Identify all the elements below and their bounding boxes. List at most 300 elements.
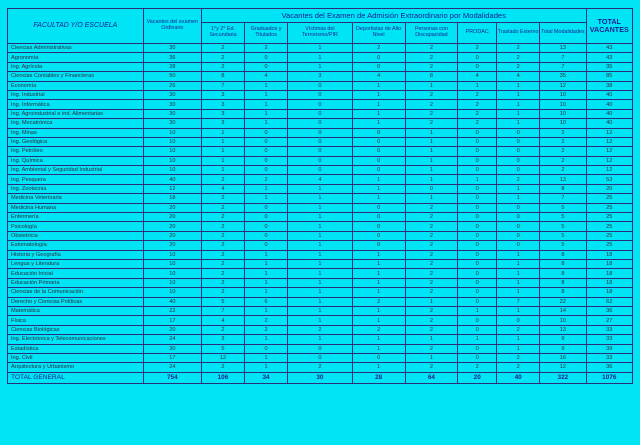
modality-header: Deportistas de Alto Nivel xyxy=(352,23,405,44)
table-row xyxy=(8,353,633,362)
value-cell: 20 xyxy=(143,325,201,334)
value-cell: 2 xyxy=(201,222,244,231)
value-cell: 2 xyxy=(458,109,497,118)
value-cell: 1 xyxy=(245,288,288,297)
table-row xyxy=(8,306,633,315)
table-row xyxy=(8,175,633,184)
school-name-cell: Estomatología xyxy=(8,241,144,250)
value-cell: 0 xyxy=(352,147,405,156)
value-cell: 1 xyxy=(245,353,288,362)
value-cell: 22 xyxy=(540,297,586,306)
value-cell: 1 xyxy=(288,250,353,259)
value-cell: 1 xyxy=(201,156,244,165)
value-cell: 0 xyxy=(288,147,353,156)
value-cell: 1 xyxy=(352,269,405,278)
value-cell: 12 xyxy=(586,128,632,137)
value-cell: 0 xyxy=(458,250,497,259)
value-cell: 1 xyxy=(352,344,405,353)
value-cell: 13 xyxy=(540,175,586,184)
value-cell: 1 xyxy=(497,109,540,118)
value-cell: 1 xyxy=(458,175,497,184)
school-name-cell: Matemática xyxy=(8,306,144,315)
value-cell: 1 xyxy=(288,203,353,212)
value-cell: 1 xyxy=(288,184,353,193)
school-name-cell: Ciencias Administrativas xyxy=(8,44,144,53)
value-cell: 1 xyxy=(352,119,405,128)
table-row xyxy=(8,53,633,62)
value-cell: 2 xyxy=(405,100,458,109)
value-cell: 25 xyxy=(586,231,632,240)
value-cell: 18 xyxy=(586,259,632,268)
value-cell: 36 xyxy=(586,363,632,372)
value-cell: 0 xyxy=(458,241,497,250)
value-cell: 1 xyxy=(245,100,288,109)
value-cell: 1 xyxy=(288,288,353,297)
table-row xyxy=(8,297,633,306)
value-cell: 30 xyxy=(143,90,201,99)
value-cell: 38 xyxy=(586,81,632,90)
value-cell: 2 xyxy=(201,62,244,71)
value-cell: 2 xyxy=(497,325,540,334)
value-cell: 4 xyxy=(245,72,288,81)
value-cell: 1 xyxy=(245,306,288,315)
school-name-cell: Ing. Minas xyxy=(8,128,144,137)
value-cell: 1 xyxy=(352,184,405,193)
value-cell: 0 xyxy=(352,62,405,71)
value-cell: 0 xyxy=(497,147,540,156)
value-cell: 0 xyxy=(458,222,497,231)
value-cell: 0 xyxy=(497,231,540,240)
value-cell: 2 xyxy=(405,90,458,99)
value-cell: 1 xyxy=(352,288,405,297)
value-cell: 2 xyxy=(405,119,458,128)
value-cell: 1 xyxy=(352,194,405,203)
school-name-cell: Historia y Geografía xyxy=(8,250,144,259)
value-cell: 0 xyxy=(245,166,288,175)
value-cell: 0 xyxy=(245,203,288,212)
value-cell: 1 xyxy=(288,335,353,344)
value-cell: 0 xyxy=(497,222,540,231)
school-name-cell: Ciencias Biológicas xyxy=(8,325,144,334)
value-cell: 2 xyxy=(245,325,288,334)
value-cell: 1 xyxy=(497,306,540,315)
value-cell: 18 xyxy=(586,278,632,287)
value-cell: 0 xyxy=(497,203,540,212)
value-cell: 12 xyxy=(586,137,632,146)
value-cell: 2 xyxy=(201,288,244,297)
value-cell: 2 xyxy=(201,213,244,222)
value-cell: 1 xyxy=(352,100,405,109)
value-cell: 0 xyxy=(288,90,353,99)
total-general-label: TOTAL GENERAL xyxy=(8,372,144,383)
value-cell: 10 xyxy=(143,278,201,287)
value-cell: 0 xyxy=(405,184,458,193)
value-cell: 2 xyxy=(405,213,458,222)
value-cell: 1 xyxy=(352,306,405,315)
school-column-header: FACULTAD Y/O ESCUELA xyxy=(8,9,144,44)
table-footer xyxy=(8,372,633,383)
value-cell: 10 xyxy=(540,109,586,118)
value-cell: 1 xyxy=(497,90,540,99)
value-cell: 1 xyxy=(405,128,458,137)
value-cell: 1 xyxy=(497,288,540,297)
value-cell: 2 xyxy=(405,203,458,212)
value-cell: 12 xyxy=(540,81,586,90)
value-cell: 2 xyxy=(405,250,458,259)
value-cell: 0 xyxy=(497,241,540,250)
value-cell: 40 xyxy=(143,297,201,306)
value-cell: 0 xyxy=(497,213,540,222)
value-cell: 20 xyxy=(143,213,201,222)
value-cell: 7 xyxy=(497,297,540,306)
value-cell: 1 xyxy=(352,81,405,90)
value-cell: 2 xyxy=(201,53,244,62)
value-cell: 0 xyxy=(288,100,353,109)
value-cell: 25 xyxy=(586,213,632,222)
value-cell: 1 xyxy=(497,100,540,109)
value-cell: 1 xyxy=(352,363,405,372)
value-cell: 1 xyxy=(201,128,244,137)
value-cell: 2 xyxy=(405,62,458,71)
table-row xyxy=(8,250,633,259)
value-cell: 1 xyxy=(245,109,288,118)
value-cell: 24 xyxy=(143,335,201,344)
value-cell: 18 xyxy=(586,250,632,259)
value-cell: 1 xyxy=(497,81,540,90)
value-cell: 39 xyxy=(586,344,632,353)
value-cell: 1 xyxy=(245,90,288,99)
value-cell: 33 xyxy=(586,335,632,344)
value-cell: 2 xyxy=(245,316,288,325)
value-cell: 0 xyxy=(497,137,540,146)
value-cell: 2 xyxy=(458,100,497,109)
value-cell: 1 xyxy=(245,259,288,268)
value-cell: 2 xyxy=(497,175,540,184)
total-cell: 30 xyxy=(288,372,353,383)
vacancies-table xyxy=(7,8,633,384)
value-cell: 0 xyxy=(288,119,353,128)
school-name-cell: Ing. Petróleo xyxy=(8,147,144,156)
value-cell: 1 xyxy=(288,306,353,315)
value-cell: 2 xyxy=(458,119,497,128)
value-cell: 2 xyxy=(201,363,244,372)
total-general-row xyxy=(8,372,633,383)
value-cell: 1 xyxy=(405,147,458,156)
value-cell: 18 xyxy=(143,194,201,203)
value-cell: 3 xyxy=(201,119,244,128)
value-cell: 2 xyxy=(405,53,458,62)
value-cell: 0 xyxy=(497,156,540,165)
value-cell: 0 xyxy=(288,81,353,90)
value-cell: 33 xyxy=(586,353,632,362)
value-cell: 40 xyxy=(586,119,632,128)
value-cell: 0 xyxy=(458,325,497,334)
value-cell: 1 xyxy=(201,147,244,156)
value-cell: 0 xyxy=(288,128,353,137)
value-cell: 0 xyxy=(458,194,497,203)
value-cell: 1 xyxy=(497,278,540,287)
value-cell: 2 xyxy=(201,175,244,184)
school-name-cell: Agronomía xyxy=(8,53,144,62)
value-cell: 0 xyxy=(458,53,497,62)
school-name-cell: Ciencias de la Comunicación xyxy=(8,288,144,297)
value-cell: 28 xyxy=(143,62,201,71)
value-cell: 1 xyxy=(288,194,353,203)
value-cell: 2 xyxy=(405,222,458,231)
value-cell: 1 xyxy=(405,297,458,306)
value-cell: 8 xyxy=(201,72,244,81)
value-cell: 1 xyxy=(352,90,405,99)
value-cell: 1 xyxy=(245,119,288,128)
value-cell: 20 xyxy=(586,184,632,193)
table-row xyxy=(8,194,633,203)
value-cell: 1 xyxy=(352,109,405,118)
value-cell: 0 xyxy=(352,128,405,137)
school-name-cell: Ing. Ambiental y Seguridad Industrial xyxy=(8,166,144,175)
value-cell: 1 xyxy=(288,222,353,231)
value-cell: 25 xyxy=(586,222,632,231)
value-cell: 10 xyxy=(540,90,586,99)
value-cell: 8 xyxy=(540,250,586,259)
school-name-cell: Medicina Veterinaria xyxy=(8,194,144,203)
value-cell: 1 xyxy=(245,363,288,372)
value-cell: 2 xyxy=(497,44,540,53)
value-cell: 1 xyxy=(288,259,353,268)
value-cell: 7 xyxy=(540,62,586,71)
value-cell: 4 xyxy=(288,175,353,184)
school-name-cell: Ing. Electrónica y Telecomunicaciones xyxy=(8,335,144,344)
value-cell: 0 xyxy=(458,278,497,287)
value-cell: 2 xyxy=(458,363,497,372)
school-name-cell: Ing. Mecatrónica xyxy=(8,119,144,128)
value-cell: 0 xyxy=(458,316,497,325)
value-cell: 0 xyxy=(352,203,405,212)
modality-header: Víctimas del Terrorismo/PIR xyxy=(288,23,353,44)
school-name-cell: Psicología xyxy=(8,222,144,231)
value-cell: 35 xyxy=(586,62,632,71)
value-cell: 0 xyxy=(458,344,497,353)
value-cell: 2 xyxy=(405,363,458,372)
value-cell: 0 xyxy=(288,344,353,353)
value-cell: 0 xyxy=(352,156,405,165)
value-cell: 1 xyxy=(497,119,540,128)
value-cell: 0 xyxy=(288,109,353,118)
value-cell: 0 xyxy=(245,241,288,250)
modality-header: Personas con Discapacidad xyxy=(405,23,458,44)
value-cell: 9 xyxy=(540,335,586,344)
value-cell: 1 xyxy=(245,81,288,90)
value-cell: 0 xyxy=(497,166,540,175)
table-row xyxy=(8,241,633,250)
value-cell: 5 xyxy=(201,344,244,353)
value-cell: 2 xyxy=(201,250,244,259)
value-cell: 7 xyxy=(201,306,244,315)
value-cell: 0 xyxy=(245,53,288,62)
value-cell: 1 xyxy=(201,137,244,146)
total-cell: 322 xyxy=(540,372,586,383)
value-cell: 1 xyxy=(245,250,288,259)
table-row xyxy=(8,109,633,118)
value-cell: 30 xyxy=(143,344,201,353)
value-cell: 0 xyxy=(458,213,497,222)
value-cell: 0 xyxy=(458,269,497,278)
ordinary-vacancies-column-header: Vacantes del examen Ordinario xyxy=(143,9,201,44)
value-cell: 40 xyxy=(586,90,632,99)
value-cell: 7 xyxy=(540,194,586,203)
school-name-cell: Medicina Humana xyxy=(8,203,144,212)
value-cell: 5 xyxy=(201,297,244,306)
value-cell: 2 xyxy=(405,231,458,240)
value-cell: 2 xyxy=(458,90,497,99)
school-name-cell: Física xyxy=(8,316,144,325)
table-row xyxy=(8,344,633,353)
value-cell: 3 xyxy=(288,72,353,81)
table-row xyxy=(8,316,633,325)
total-cell: 754 xyxy=(143,372,201,383)
table-row xyxy=(8,119,633,128)
total-cell: 106 xyxy=(201,372,244,383)
value-cell: 2 xyxy=(405,344,458,353)
value-cell: 1 xyxy=(245,269,288,278)
value-cell: 1 xyxy=(288,297,353,306)
modality-header: Traslado Externo xyxy=(497,23,540,44)
value-cell: 10 xyxy=(143,137,201,146)
value-cell: 1 xyxy=(497,184,540,193)
value-cell: 2 xyxy=(540,137,586,146)
school-name-cell: Ing. Zootecnia xyxy=(8,184,144,193)
value-cell: 40 xyxy=(586,109,632,118)
value-cell: 8 xyxy=(405,72,458,81)
value-cell: 2 xyxy=(405,259,458,268)
value-cell: 53 xyxy=(586,175,632,184)
value-cell: 2 xyxy=(458,44,497,53)
value-cell: 1 xyxy=(245,335,288,344)
value-cell: 2 xyxy=(540,156,586,165)
value-cell: 0 xyxy=(245,147,288,156)
value-cell: 1 xyxy=(288,44,353,53)
school-name-cell: Educación Primaria xyxy=(8,278,144,287)
value-cell: 0 xyxy=(497,128,540,137)
value-cell: 43 xyxy=(586,53,632,62)
value-cell: 10 xyxy=(143,156,201,165)
value-cell: 1 xyxy=(405,194,458,203)
value-cell: 20 xyxy=(143,203,201,212)
value-cell: 2 xyxy=(201,241,244,250)
value-cell: 35 xyxy=(540,72,586,81)
value-cell: 0 xyxy=(458,166,497,175)
modality-header: Total Modalidades xyxy=(540,23,586,44)
value-cell: 4 xyxy=(497,72,540,81)
total-vacancies-column-header: TOTAL VACANTES xyxy=(586,9,632,44)
value-cell: 30 xyxy=(143,100,201,109)
value-cell: 3 xyxy=(201,90,244,99)
value-cell: 0 xyxy=(288,156,353,165)
table-row xyxy=(8,147,633,156)
value-cell: 24 xyxy=(143,363,201,372)
value-cell: 0 xyxy=(458,137,497,146)
value-cell: 1 xyxy=(245,278,288,287)
school-name-cell: Ing. Agrícola xyxy=(8,62,144,71)
value-cell: 12 xyxy=(201,353,244,362)
value-cell: 25 xyxy=(586,203,632,212)
value-cell: 7 xyxy=(540,53,586,62)
value-cell: 0 xyxy=(288,137,353,146)
value-cell: 2 xyxy=(245,44,288,53)
value-cell: 43 xyxy=(586,44,632,53)
value-cell: 0 xyxy=(458,128,497,137)
table-row xyxy=(8,81,633,90)
value-cell: 8 xyxy=(540,184,586,193)
value-cell: 8 xyxy=(540,278,586,287)
value-cell: 1 xyxy=(288,53,353,62)
value-cell: 1 xyxy=(288,241,353,250)
value-cell: 2 xyxy=(352,297,405,306)
modality-header: PRODAC xyxy=(458,23,497,44)
value-cell: 22 xyxy=(143,306,201,315)
value-cell: 25 xyxy=(586,241,632,250)
value-cell: 0 xyxy=(352,353,405,362)
value-cell: 1 xyxy=(405,137,458,146)
table-row xyxy=(8,184,633,193)
value-cell: 5 xyxy=(540,203,586,212)
value-cell: 10 xyxy=(143,259,201,268)
value-cell: 36 xyxy=(143,53,201,62)
school-name-cell: Economía xyxy=(8,81,144,90)
table-row xyxy=(8,288,633,297)
value-cell: 1 xyxy=(497,250,540,259)
value-cell: 1 xyxy=(405,81,458,90)
value-cell: 0 xyxy=(352,222,405,231)
value-cell: 2 xyxy=(201,194,244,203)
value-cell: 1 xyxy=(288,278,353,287)
value-cell: 8 xyxy=(540,259,586,268)
value-cell: 12 xyxy=(586,166,632,175)
value-cell: 2 xyxy=(245,175,288,184)
table-header xyxy=(8,9,633,44)
school-name-cell: Ing. Industrial xyxy=(8,90,144,99)
value-cell: 2 xyxy=(405,325,458,334)
school-name-cell: Lengua y Literatura xyxy=(8,259,144,268)
school-name-cell: Ing. Informática xyxy=(8,100,144,109)
value-cell: 1 xyxy=(497,269,540,278)
table-row xyxy=(8,269,633,278)
table-row xyxy=(8,44,633,53)
value-cell: 0 xyxy=(497,316,540,325)
value-cell: 17 xyxy=(143,353,201,362)
value-cell: 10 xyxy=(143,288,201,297)
value-cell: 2 xyxy=(540,128,586,137)
admission-vacancies-table-container xyxy=(7,8,633,384)
value-cell: 2 xyxy=(201,325,244,334)
value-cell: 0 xyxy=(245,213,288,222)
table-body xyxy=(8,44,633,373)
table-row xyxy=(8,259,633,268)
modalities-title-header: Vacantes del Examen de Admisión Extraordinario por Modalidades xyxy=(201,9,586,23)
table-row xyxy=(8,156,633,165)
value-cell: 4 xyxy=(201,316,244,325)
school-name-cell: Educación Inicial xyxy=(8,269,144,278)
value-cell: 0 xyxy=(458,184,497,193)
value-cell: 6 xyxy=(245,297,288,306)
value-cell: 2 xyxy=(201,203,244,212)
value-cell: 2 xyxy=(405,288,458,297)
table-row xyxy=(8,166,633,175)
value-cell: 0 xyxy=(458,203,497,212)
value-cell: 2 xyxy=(201,278,244,287)
value-cell: 1 xyxy=(288,231,353,240)
value-cell: 1 xyxy=(458,335,497,344)
value-cell: 8 xyxy=(540,288,586,297)
